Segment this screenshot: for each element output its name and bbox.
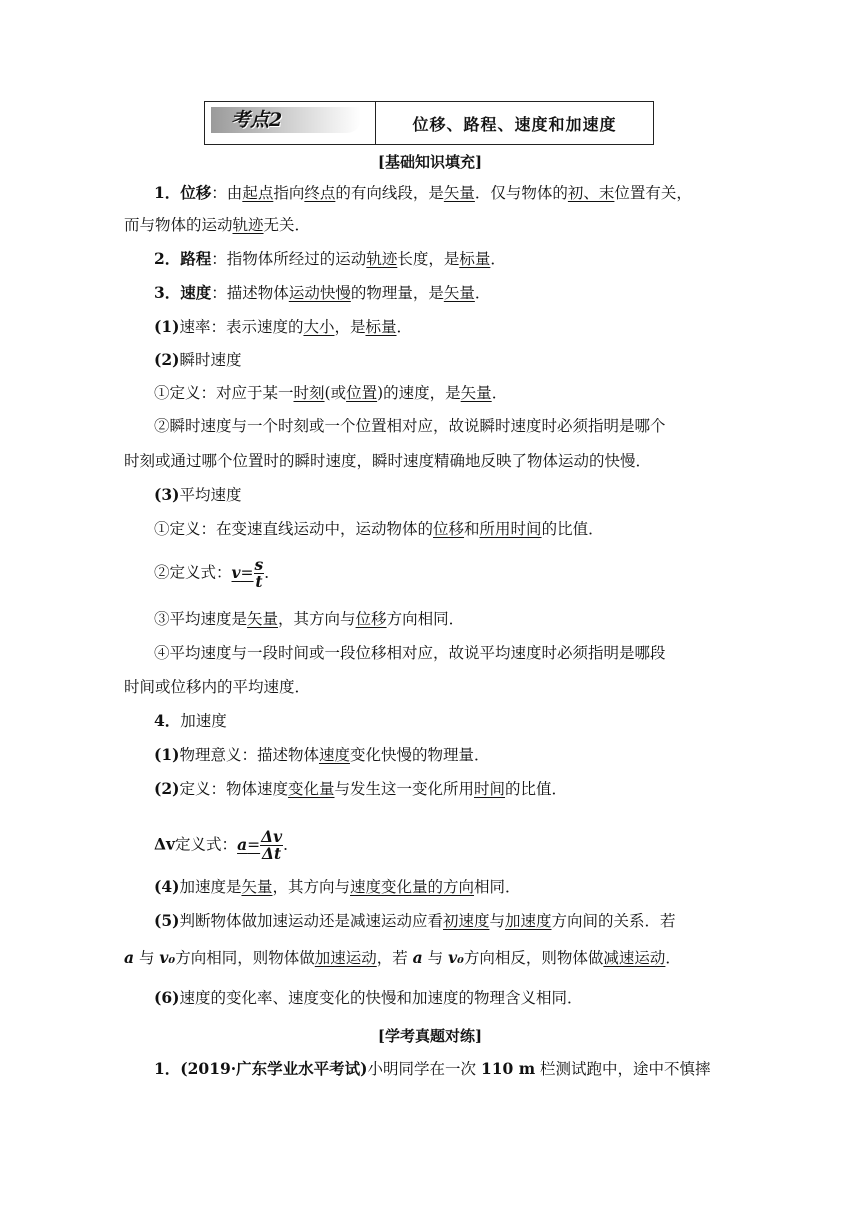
para-3: 3．速度：描述物体运动快慢的物理量，是矢量． — [154, 283, 491, 302]
para-1: 1．位移：由起点指向终点的有向线段，是矢量．仅与物体的初、末位置有关， — [154, 183, 692, 202]
para-4-2: (2)定义：物体速度变化量与发生这一变化所用时间的比值． — [154, 779, 568, 798]
para-3-3-c: ③平均速度是矢量，其方向与位移方向相同． — [154, 610, 465, 628]
para-3-2: (2)瞬时速度 — [154, 350, 242, 369]
para-4-4: (4)加速度是矢量，其方向与速度变化量的方向相同． — [154, 877, 521, 896]
para-3-3-a: ①定义：在变速直线运动中，运动物体的位移和所用时间的比值． — [154, 520, 604, 538]
topic-header — [204, 101, 654, 145]
para-3-3-d: ④平均速度与一段时间或一段位移相对应，故说平均速度时必须指明是哪段 — [154, 644, 666, 662]
para-4-3: Δv定义式：a= $\frac{\Delta v}{\Delta t}$ ． — [154, 827, 299, 863]
para-3-3: (3)平均速度 — [154, 485, 242, 504]
para-3-2-b: ②瞬时速度与一个时刻或一个位置相对应，故说瞬时速度时必须指明是哪个 — [154, 417, 666, 435]
para-4-5-cont: a 与 v₀方向相同，则物体做加速运动，若 a 与 v₀方向相反，则物体做减速运动． — [124, 948, 681, 967]
avg-velocity-fraction: $\frac{s}{t}$ — [254, 555, 264, 591]
para-4-1: (1)物理意义：描述物体速度变化快慢的物理量． — [154, 745, 490, 764]
para-4-5: (5)判断物体做加速运动还是减速运动应看初速度与加速度方向间的关系．若 — [154, 911, 676, 930]
acceleration-fraction: $\frac{\Delta v}{\Delta t}$ — [261, 827, 283, 863]
para-3-2-c: 时刻或通过哪个位置时的瞬时速度，瞬时速度精确地反映了物体运动的快慢． — [124, 452, 652, 470]
section-practice-title: [学考真题对练] — [377, 1027, 483, 1045]
para-1-cont: 而与物体的运动轨迹无关． — [124, 216, 311, 234]
topic-tag-cell — [205, 102, 376, 144]
para-2: 2．路程：指物体所经过的运动轨迹长度，是标量． — [154, 249, 506, 268]
para-4: 4．加速度 — [154, 711, 227, 730]
para-3-3-b: ②定义式：v= $\frac{s}{t}$ ． — [154, 555, 280, 591]
question-1: 1．(2019·广东学业水平考试)小明同学在一次 110 m 栏测试跑中，途中不慎摔 — [154, 1059, 711, 1078]
section-fill-title: [基础知识填充] — [377, 153, 483, 171]
para-3-3-e: 时间或位移内的平均速度． — [124, 678, 311, 696]
para-4-6: (6)速度的变化率、速度变化的快慢和加速度的物理含义相同． — [154, 988, 583, 1007]
topic-title: 位移、路程、速度和加速度 — [412, 114, 617, 134]
para-3-1: (1)速率：表示速度的大小，是标量． — [154, 317, 413, 336]
topic-tag: 考点2 — [231, 109, 283, 131]
para-3-2-a: ①定义：对应于某一时刻(或位置)的速度，是矢量． — [154, 384, 508, 402]
